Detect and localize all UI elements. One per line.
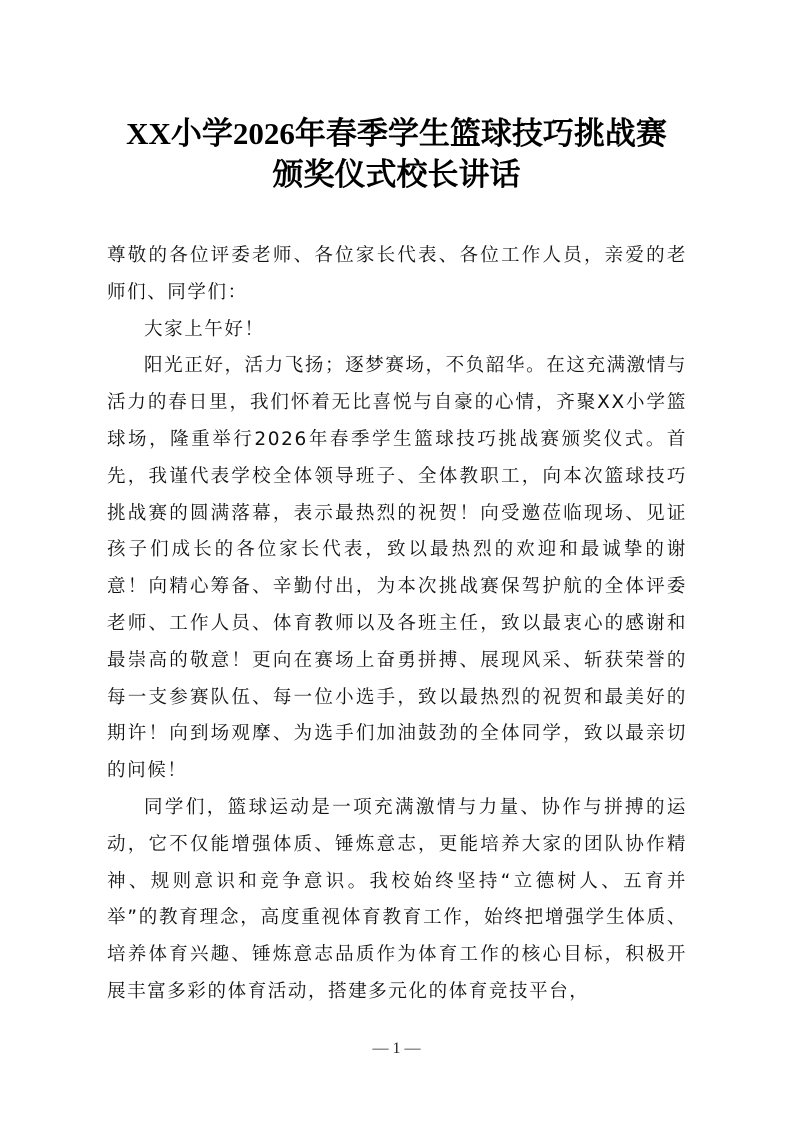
title-line-2: 颁奖仪式校长讲话: [272, 157, 521, 192]
document-body: [107, 238, 687, 1011]
title-line-1: XX小学2026年春季学生篮球技巧挑战赛: [126, 116, 667, 151]
paragraph-greeting: 大家上午好！: [144, 318, 265, 340]
paragraph-opening: 阳光正好，活力飞扬；逐梦赛场，不负韶华。在这充满激情与活力的春日里，我们怀着无比喜悦与自豪的心情，齐聚XX小学篮球场，隆重举行2026年春季学生篮球技巧挑战赛颁奖仪式。首先，我谨代表学校全体领导班子、全体教职工，向本次篮球技巧挑战赛的圆满落幕，表示最热烈的祝贺！向受邀莅临现场、见证孩子们成长的各位家长代表，致以最热烈的欢迎和最诚挚的谢意！向精心筹备、辛勤付出，为本次挑战赛保驾护航的全体评委老师、工作人员、体育教师以及各班主任，致以最衷心的感谢和最崇高的敬意！更向在赛场上奋勇拼搏、展现风采、斩获荣誉的每一支参赛队伍、每一位小选手，致以最热烈的祝贺和最美好的期许！向到场观摩、为选手们加油鼓劲的全体同学，致以最亲切的问候！: [107, 355, 687, 782]
salutation: 尊敬的各位评委老师、各位家长代表、各位工作人员，亲爱的老师们、同学们：: [107, 245, 687, 303]
page-number: — 1 —: [372, 1040, 421, 1057]
paragraph-basketball: 同学们，篮球运动是一项充满激情与力量、协作与拼搏的运动，它不仅能增强体质、锤炼意志，更能培养大家的团队协作精神、规则意识和竞争意识。我校始终坚持“立德树人、五育并举”的教育理念，高度重视体育教育工作，始终把增强学生体质、培养体育兴趣、锤炼意志品质作为体育工作的核心目标，积极开展丰富多彩的体育活动，搭建多元化的体育竞技平台，: [107, 796, 687, 1002]
document-title: [60, 113, 733, 195]
